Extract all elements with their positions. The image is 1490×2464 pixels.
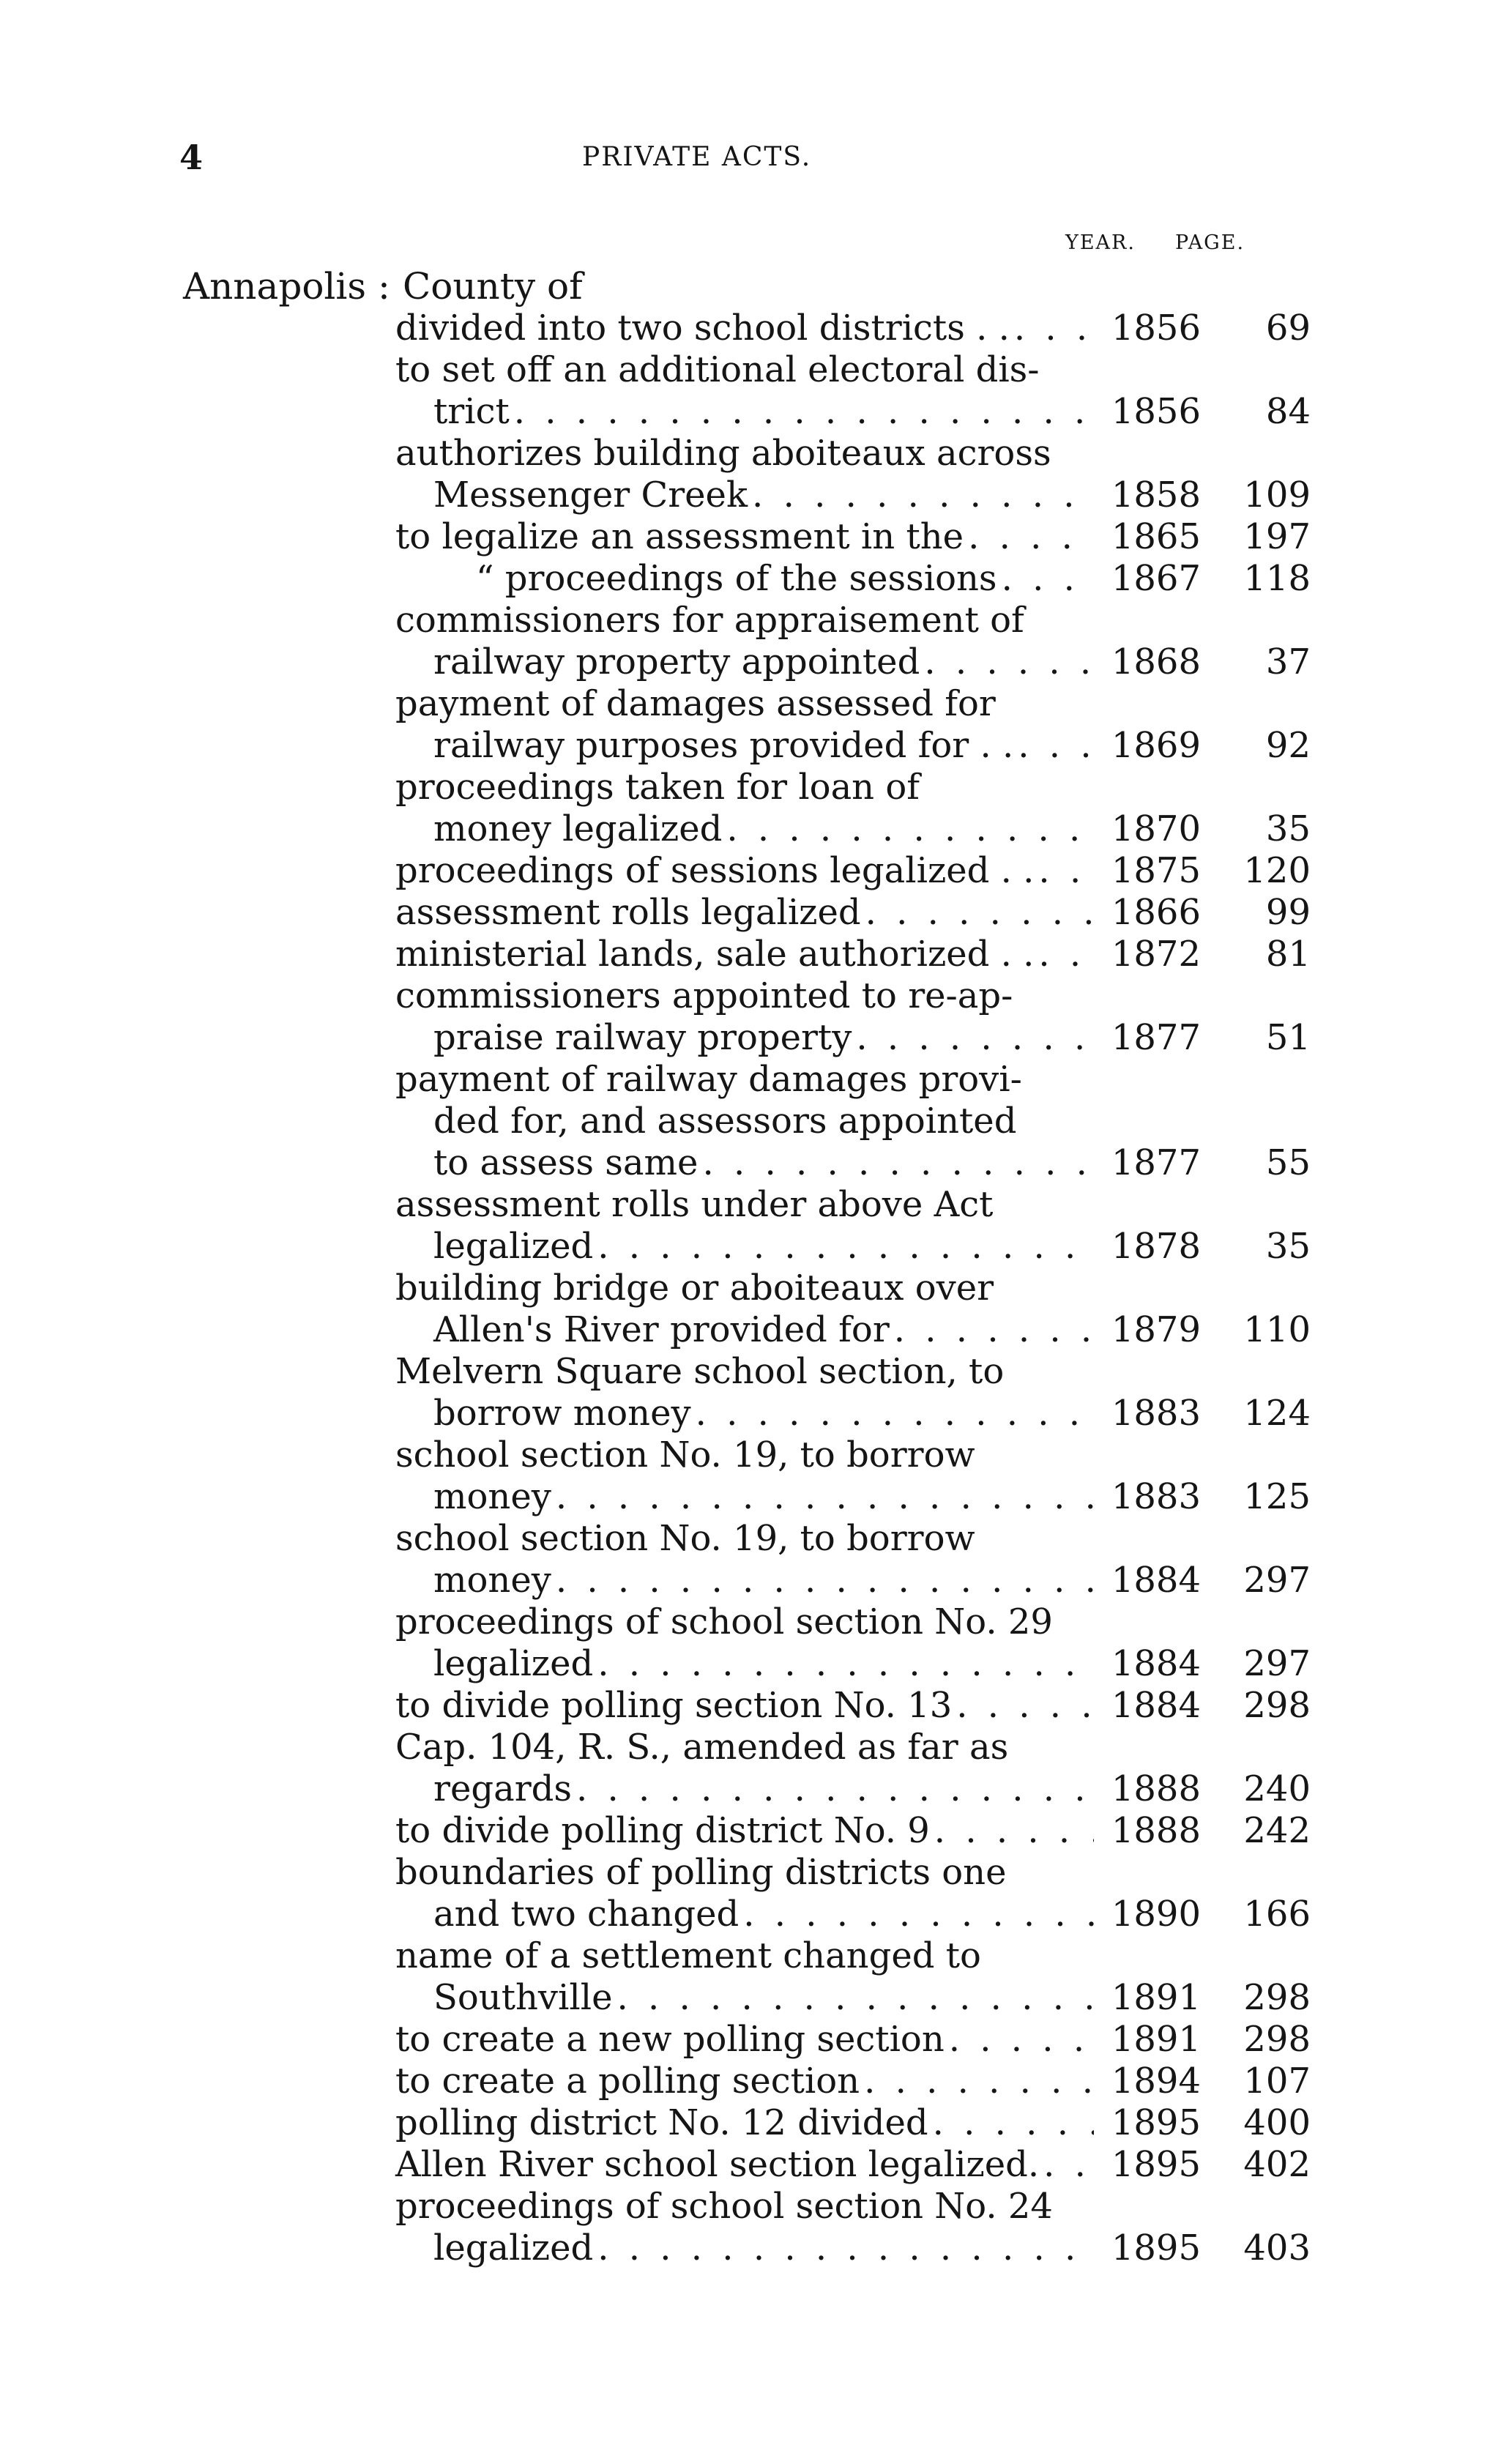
entry-text: regards (433, 1768, 572, 1809)
dot-leader (1038, 934, 1094, 975)
entry-text: ded for, and assessors appointed (433, 1101, 1017, 1142)
index-entry (395, 2061, 1311, 2102)
entry-text: Messenger Creek (433, 474, 748, 515)
entry-page: 81 (1265, 934, 1311, 975)
index-entry (395, 683, 1311, 767)
index-entry (395, 2102, 1311, 2144)
entry-page: 99 (1265, 892, 1311, 933)
entry-year: 1890 (1111, 1894, 1201, 1935)
entry-year: 1875 (1111, 850, 1201, 891)
entry-text: Allen's River provided for (433, 1309, 890, 1350)
entry-text: to divide polling district No. 9 (395, 1810, 930, 1851)
index-entry (395, 934, 1311, 975)
index-entry (395, 1935, 1311, 2019)
entry-text: to create a polling section (395, 2061, 860, 2102)
dot-leader (865, 892, 1094, 934)
index-entry (395, 1685, 1311, 1727)
dot-leader (696, 1393, 1094, 1434)
entry-year: 1877 (1111, 1017, 1201, 1058)
entry-text: name of a settlement changed to (395, 1935, 981, 1976)
dot-leader (1018, 725, 1094, 767)
index-entry (395, 516, 1311, 558)
index-entry (395, 1518, 1311, 1601)
page-header (179, 138, 1278, 182)
running-head: PRIVATE ACTS. (582, 142, 812, 172)
entry-year: 1895 (1111, 2102, 1201, 2143)
entry-page: 297 (1243, 1643, 1311, 1684)
entry-text: and two changed (433, 1894, 740, 1935)
entry-page: 118 (1243, 558, 1311, 599)
entry-page: 166 (1243, 1894, 1311, 1935)
index-entry (395, 1184, 1311, 1268)
entry-text: divided into two school districts . . (395, 308, 1010, 349)
entry-text: assessment rolls under above Act (395, 1184, 994, 1225)
entry-text: assessment rolls legalized (395, 892, 861, 933)
index-entry (395, 433, 1311, 516)
page-column-header: PAGE. (1175, 231, 1245, 254)
entry-text: Allen River school section legalized. (395, 2144, 1040, 2185)
entry-page: 125 (1243, 1476, 1311, 1517)
dot-leader (933, 2102, 1094, 2144)
dot-leader (949, 2019, 1094, 2061)
entry-text: authorizes building aboiteaux across (395, 433, 1051, 474)
dot-leader (1038, 850, 1094, 892)
index-entry (395, 975, 1311, 1059)
entry-year: 1878 (1111, 1226, 1201, 1267)
entry-page: 298 (1243, 2019, 1311, 2060)
entry-text: proceedings of school section No. 29 (395, 1601, 1053, 1642)
dot-leader (576, 1768, 1094, 1810)
index-entry (395, 1268, 1311, 1351)
entry-page: 197 (1243, 516, 1311, 557)
dot-leader (864, 2061, 1094, 2102)
entry-year: 1891 (1111, 2019, 1201, 2060)
index-entry (395, 767, 1311, 850)
entry-text: praise railway property (433, 1017, 852, 1058)
entry-text: proceedings taken for loan of (395, 767, 920, 808)
index-entry (395, 558, 1311, 600)
index-entry (395, 1810, 1311, 1852)
dot-leader (556, 1476, 1094, 1518)
entry-page: 35 (1265, 808, 1311, 849)
entry-text: building bridge or aboiteaux over (395, 1268, 994, 1309)
dot-leader (617, 1977, 1094, 2019)
index-entry (395, 600, 1311, 683)
entry-text: legalized (433, 2227, 594, 2268)
entry-page: 298 (1243, 1685, 1311, 1726)
place-name: Annapolis : (183, 265, 390, 308)
entry-text: commissioners appointed to re-ap- (395, 975, 1013, 1016)
dot-leader (597, 1643, 1094, 1685)
entry-text: money legalized (433, 808, 723, 849)
dot-leader (702, 1142, 1094, 1184)
entry-year: 1888 (1111, 1810, 1201, 1851)
entry-page: 69 (1265, 308, 1311, 349)
entry-text: borrow money (433, 1393, 691, 1434)
entry-year: 1866 (1111, 892, 1201, 933)
dot-leader (1043, 2144, 1094, 2186)
entry-year: 1879 (1111, 1309, 1201, 1350)
entry-page: 92 (1265, 725, 1311, 766)
county-label: County of (403, 265, 583, 308)
entry-year: 1867 (1111, 558, 1201, 599)
dot-leader (514, 391, 1094, 433)
index-entry (395, 349, 1311, 433)
entry-text: Melvern Square school section, to (395, 1351, 1005, 1392)
index-heading (183, 265, 583, 308)
dot-leader (924, 641, 1094, 683)
entry-page: 120 (1243, 850, 1311, 891)
entry-year: 1870 (1111, 808, 1201, 849)
entry-year: 1884 (1111, 1643, 1201, 1684)
entry-page: 37 (1265, 641, 1311, 682)
entry-text: Southville (433, 1977, 613, 2018)
entry-text: polling district No. 12 divided (395, 2102, 928, 2143)
entry-page: 35 (1265, 1226, 1311, 1267)
entry-year: 1869 (1111, 725, 1201, 766)
entry-year: 1884 (1111, 1685, 1201, 1726)
entry-year: 1894 (1111, 2061, 1201, 2102)
entry-text: to divide polling section No. 13 (395, 1685, 953, 1726)
entry-page: 240 (1243, 1768, 1311, 1809)
index-entries (395, 308, 1311, 2269)
entry-page: 242 (1243, 1810, 1311, 1851)
dot-leader (1002, 558, 1094, 600)
entry-page: 84 (1265, 391, 1311, 432)
entry-text: payment of railway damages provi- (395, 1059, 1022, 1100)
index-entry (395, 2186, 1311, 2269)
entry-year: 1868 (1111, 641, 1201, 682)
index-entry (395, 1727, 1311, 1810)
entry-page: 51 (1265, 1017, 1311, 1058)
entry-text: to legalize an assessment in the (395, 516, 964, 557)
dot-leader (934, 1810, 1094, 1852)
index-entry (395, 308, 1311, 349)
entry-text: proceedings of school section No. 24 (395, 2186, 1053, 2227)
entry-year: 1856 (1111, 308, 1201, 349)
entry-year: 1884 (1111, 1560, 1201, 1601)
dot-leader (894, 1309, 1094, 1351)
index-entry (395, 1059, 1311, 1184)
dot-leader (743, 1894, 1094, 1935)
index-entry (395, 2144, 1311, 2186)
entry-text: money (433, 1560, 551, 1601)
entry-page: 297 (1243, 1560, 1311, 1601)
entry-text: railway purposes provided for . . (433, 725, 1014, 766)
entry-year: 1858 (1111, 474, 1201, 515)
entry-page: 402 (1243, 2144, 1311, 2185)
entry-text: Cap. 104, R. S., amended as far as (395, 1727, 1009, 1768)
entry-text: legalized (433, 1643, 594, 1684)
entry-year: 1877 (1111, 1142, 1201, 1183)
entry-text: proceedings of sessions legalized . . (395, 850, 1035, 891)
entry-page: 110 (1243, 1309, 1311, 1350)
entry-year: 1883 (1111, 1476, 1201, 1517)
index-entry (395, 2019, 1311, 2061)
index-entry (395, 1434, 1311, 1518)
dot-leader (1014, 308, 1094, 349)
entry-page: 298 (1243, 1977, 1311, 2018)
entry-year: 1891 (1111, 1977, 1201, 2018)
page-number: 4 (179, 138, 204, 177)
index-entry (395, 1351, 1311, 1434)
entry-text: money (433, 1476, 551, 1517)
entry-page: 109 (1243, 474, 1311, 515)
index-entry (395, 1601, 1311, 1685)
dot-leader (597, 2227, 1094, 2269)
entry-year: 1895 (1111, 2144, 1201, 2185)
entry-year: 1872 (1111, 934, 1201, 975)
dot-leader (556, 1560, 1094, 1601)
entry-text: “ proceedings of the sessions (476, 558, 997, 599)
entry-page: 403 (1243, 2227, 1311, 2268)
entry-text: railway property appointed (433, 641, 920, 682)
entry-text: school section No. 19, to borrow (395, 1518, 975, 1559)
entry-text: boundaries of polling districts one (395, 1852, 1007, 1893)
entry-text: legalized (433, 1226, 594, 1267)
entry-text: to set off an additional electoral dis- (395, 349, 1040, 390)
entry-year: 1895 (1111, 2227, 1201, 2268)
entry-year: 1883 (1111, 1393, 1201, 1434)
dot-leader (726, 808, 1094, 850)
index-entry (395, 892, 1311, 934)
dot-leader (968, 516, 1094, 558)
entry-page: 107 (1243, 2061, 1311, 2102)
entry-year: 1888 (1111, 1768, 1201, 1809)
dot-leader (752, 474, 1094, 516)
dot-leader (597, 1226, 1094, 1268)
entry-text: school section No. 19, to borrow (395, 1434, 975, 1475)
dot-leader (956, 1685, 1094, 1727)
entry-text: commissioners for appraisement of (395, 600, 1024, 641)
entry-page: 400 (1243, 2102, 1311, 2143)
entry-page: 55 (1265, 1142, 1311, 1183)
year-column-header: YEAR. (1065, 231, 1136, 254)
entry-text: to assess same (433, 1142, 699, 1183)
dot-leader (856, 1017, 1094, 1059)
entry-year: 1856 (1111, 391, 1201, 432)
entry-text: to create a new polling section (395, 2019, 945, 2060)
index-entry (395, 850, 1311, 892)
entry-text: payment of damages assessed for (395, 683, 996, 724)
entry-page: 124 (1243, 1393, 1311, 1434)
entry-text: ministerial lands, sale authorized . . (395, 934, 1035, 975)
index-entry (395, 1852, 1311, 1935)
entry-text: trict (433, 391, 510, 432)
entry-year: 1865 (1111, 516, 1201, 557)
